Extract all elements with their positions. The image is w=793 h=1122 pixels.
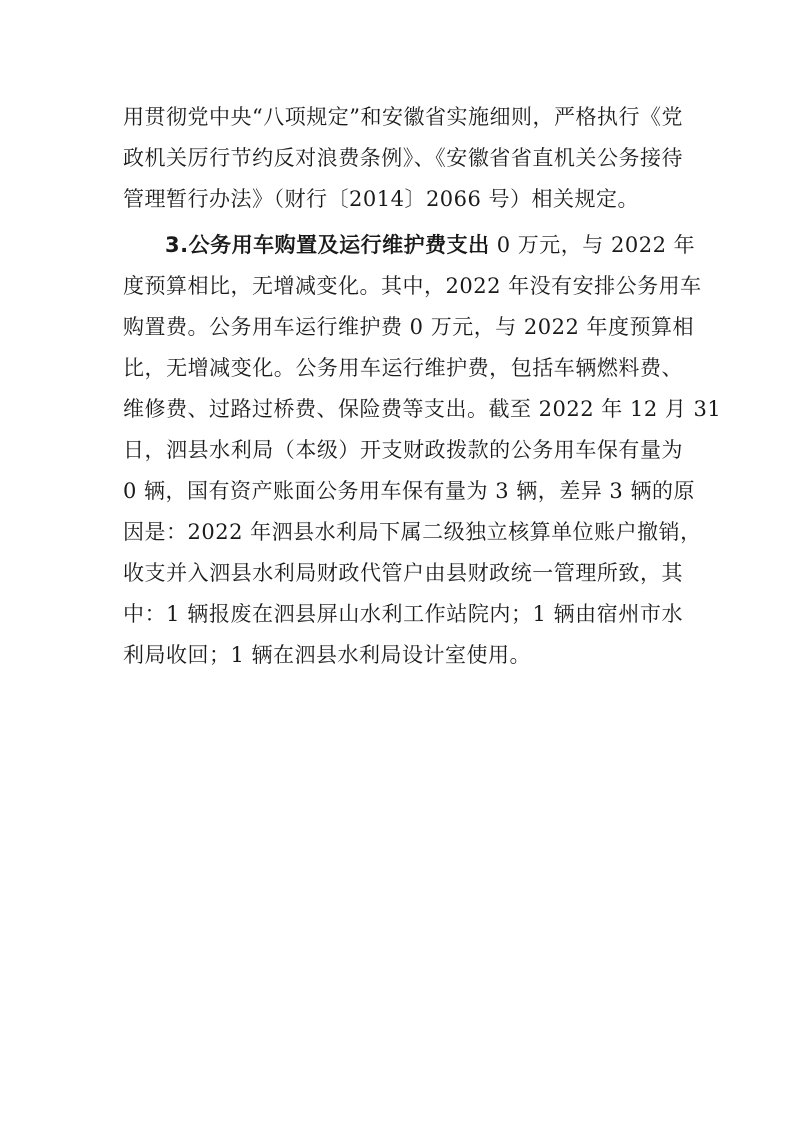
paragraph-line: 比，无增减变化。公务用车运行维护费，包括车辆燃料费、 xyxy=(123,356,683,380)
paragraph-line: 因是：2022 年泗县水利局下属二级独立核算单位账户撤销， xyxy=(123,520,702,544)
paragraph-line: 购置费。公务用车运行维护费 0 万元，与 2022 年度预算相 xyxy=(123,315,695,339)
paragraph-line: 0 辆，国有资产账面公务用车保有量为 3 辆，差异 3 辆的原 xyxy=(123,479,695,503)
paragraph-line: 维修费、过路过桥费、保险费等支出。截至 2022 年 12 月 31 xyxy=(123,397,722,421)
paragraph-line: 中：1 辆报废在泗县屏山水利工作站院内；1 辆由宿州市水 xyxy=(123,602,683,626)
section-first-line xyxy=(165,230,696,260)
paragraph-line: 政机关厉行节约反对浪费条例》、《安徽省省直机关公务接待 xyxy=(123,146,683,170)
paragraph-line: 日，泗县水利局（本级）开支财政拨款的公务用车保有量为 xyxy=(123,438,683,462)
paragraph-line: 收支并入泗县水利局财政代管户由县财政统一管理所致，其 xyxy=(123,561,683,585)
paragraph-line: 用贯彻党中央“八项规定”和安徽省实施细则，严格执行《党 xyxy=(123,105,683,129)
paragraph-line: 利局收回；1 辆在泗县水利局设计室使用。 xyxy=(123,643,532,667)
section-first-line-text: 0 万元，与 2022 年 xyxy=(489,233,696,257)
section-heading: 3.公务用车购置及运行维护费支出 xyxy=(165,233,490,257)
paragraph-line: 度预算相比，无增减变化。其中，2022 年没有安排公务用车 xyxy=(123,274,702,298)
paragraph-line: 管理暂行办法》（财行〔2014〕2066 号）相关规定。 xyxy=(123,187,640,211)
